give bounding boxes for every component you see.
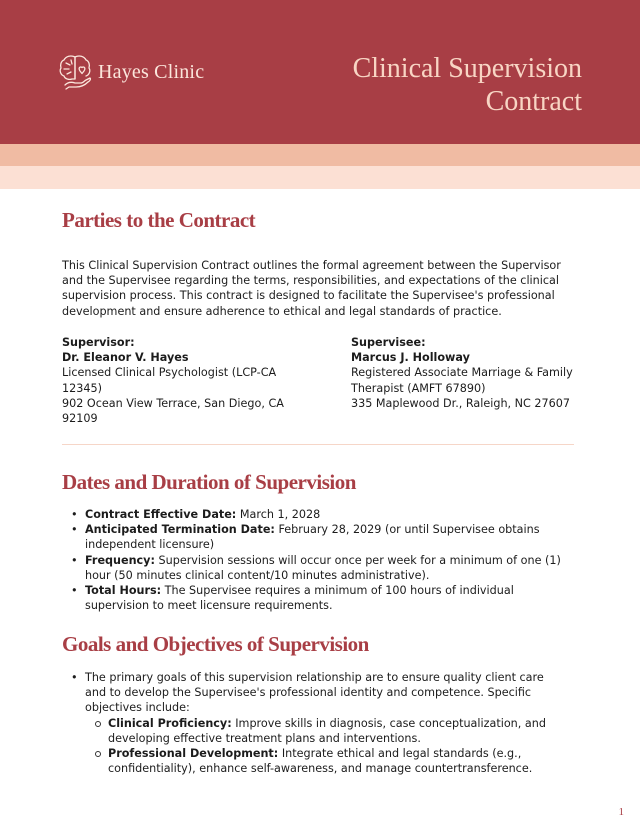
item-text: Supervision sessions will occur once per week for a minimum of one (1) hour (50 minutes clinical content/10 minutes administrative). [85, 553, 561, 582]
supervisee-credential: Registered Associate Marriage & Family Therapist (AMFT 67890) [351, 366, 573, 395]
objectives-list [85, 716, 562, 777]
list-item [62, 522, 562, 552]
item-text: March 1, 2028 [236, 508, 321, 521]
list-item [62, 553, 562, 583]
supervisee-name: Marcus J. Holloway [351, 351, 470, 365]
objective-label: Professional Development: [108, 747, 279, 761]
item-label: Frequency: [85, 553, 155, 567]
objective-item [85, 716, 562, 746]
goals-intro: The primary goals of this supervision relationship are to ensure quality client care and to develop the Supervisee's professional identity and competence. Specific objectives include: [85, 671, 544, 715]
document-title-line2: Contract [485, 86, 582, 117]
supervisor-label: Supervisor: [62, 336, 135, 349]
objective-item [85, 746, 562, 776]
supervisor-address: 902 Ocean View Terrace, San Diego, CA 92109 [62, 396, 284, 426]
item-text: The Supervisee requires a minimum of 100 hours of individual supervision to meet licensure requirements. [85, 584, 514, 613]
objective-label: Clinical Proficiency: [108, 716, 232, 730]
supervisor-name: Dr. Eleanor V. Hayes [62, 351, 189, 365]
page-number: 1 [618, 806, 624, 818]
supervisor-block [62, 335, 292, 426]
list-item [62, 583, 562, 613]
supervisee-block [351, 335, 581, 411]
header-band-light-peach [0, 166, 640, 189]
supervisee-label: Supervisee: [351, 336, 426, 349]
list-item [62, 670, 562, 776]
parties-intro: This Clinical Supervision Contract outlines the formal agreement between the Supervisor and the Supervisee regarding the terms, responsibilities, and expectations of the clinical supervision process. This contract is designed to facilitate the Supervisee's professional development and ensure adherence to ethical and legal standards of practice. [62, 259, 561, 318]
section-heading-parties: Parties to the Contract [62, 208, 256, 232]
list-item [62, 507, 562, 522]
objective-text: Improve skills in diagnosis, case conceptualization, and developing effective treatment plans and interventions. [108, 716, 546, 745]
document-title-line1: Clinical Supervision [352, 53, 582, 84]
document-title [353, 52, 582, 118]
brain-heart-hand-icon [58, 53, 94, 91]
goals-list [62, 670, 562, 776]
section-heading-dates: Dates and Duration of Supervision [62, 470, 356, 494]
supervisee-address: 335 Maplewood Dr., Raleigh, NC 27607 [351, 396, 570, 410]
dates-list [62, 507, 562, 613]
supervisor-credential: Licensed Clinical Psychologist (LCP-CA 12345) [62, 366, 277, 395]
clinic-name: Hayes Clinic [98, 60, 205, 83]
section-heading-goals: Goals and Objectives of Supervision [62, 632, 369, 656]
section-divider [62, 444, 574, 445]
item-text: February 28, 2029 (or until Supervisee obtains independent licensure) [85, 523, 540, 552]
item-label: Contract Effective Date: [85, 508, 237, 521]
item-label: Anticipated Termination Date: [85, 523, 275, 537]
objective-text: Integrate ethical and legal standards (e.g., confidentiality), enhance self-awareness, and manage countertransference. [108, 747, 533, 776]
clinic-logo [58, 53, 204, 91]
header-band-peach [0, 144, 640, 166]
item-label: Total Hours: [85, 584, 162, 598]
